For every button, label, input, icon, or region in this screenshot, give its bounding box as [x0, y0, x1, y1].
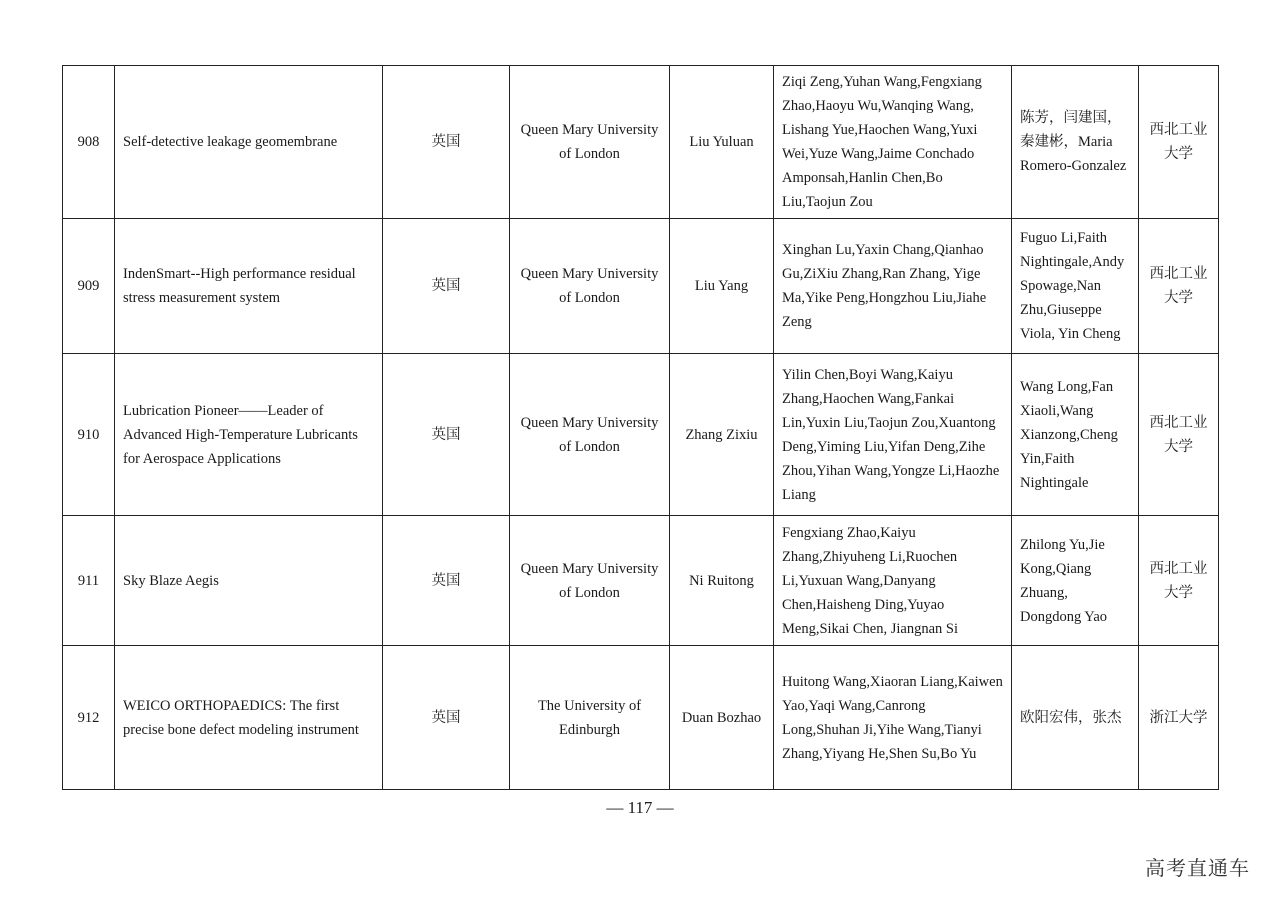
table-row — [63, 66, 1219, 219]
team-leader: Liu Yang — [670, 219, 774, 354]
row-number: 911 — [63, 516, 115, 646]
university: The University of Edinburgh — [510, 646, 670, 790]
country: 英国 — [383, 646, 510, 790]
team-members: Xinghan Lu,Yaxin Chang,Qianhao Gu,ZiXiu Zhang,Ran Zhang, Yige Ma,Yike Peng,Hongzhou Liu,Jiahe Zeng — [774, 219, 1012, 354]
university: Queen Mary University of London — [510, 516, 670, 646]
country: 英国 — [383, 66, 510, 219]
row-number: 912 — [63, 646, 115, 790]
row-number: 910 — [63, 354, 115, 516]
team-leader: Duan Bozhao — [670, 646, 774, 790]
watermark: 高考直通车 — [1145, 856, 1250, 880]
advisors: Zhilong Yu,Jie Kong,Qiang Zhuang, Dongdong Yao — [1012, 516, 1139, 646]
university: Queen Mary University of London — [510, 219, 670, 354]
partner-university: 浙江大学 — [1139, 646, 1219, 790]
university: Queen Mary University of London — [510, 66, 670, 219]
university: Queen Mary University of London — [510, 354, 670, 516]
country: 英国 — [383, 516, 510, 646]
team-members: Fengxiang Zhao,Kaiyu Zhang,Zhiyuheng Li,Ruochen Li,Yuxuan Wang,Danyang Chen,Haisheng Ding,Yuyao Meng,Sikai Chen, Jiangnan Si — [774, 516, 1012, 646]
project-name: Sky Blaze Aegis — [115, 516, 383, 646]
project-name: IndenSmart--High performance residual stress measurement system — [115, 219, 383, 354]
projects-table — [62, 65, 1219, 790]
row-number: 909 — [63, 219, 115, 354]
country: 英国 — [383, 354, 510, 516]
project-name: WEICO ORTHOPAEDICS: The first precise bone defect modeling instrument — [115, 646, 383, 790]
country: 英国 — [383, 219, 510, 354]
partner-university: 西北工业大学 — [1139, 219, 1219, 354]
advisors: Fuguo Li,Faith Nightingale,Andy Spowage,Nan Zhu,Giuseppe Viola, Yin Cheng — [1012, 219, 1139, 354]
team-leader: Liu Yuluan — [670, 66, 774, 219]
partner-university: 西北工业大学 — [1139, 354, 1219, 516]
table-row — [63, 354, 1219, 516]
team-members: Ziqi Zeng,Yuhan Wang,Fengxiang Zhao,Haoyu Wu,Wanqing Wang, Lishang Yue,Haochen Wang,Yuxi Wei,Yuze Wang,Jaime Conchado Amponsah,Hanlin Chen,Bo Liu,Taojun Zou — [774, 66, 1012, 219]
table-row — [63, 646, 1219, 790]
partner-university: 西北工业大学 — [1139, 516, 1219, 646]
row-number: 908 — [63, 66, 115, 219]
team-leader: Zhang Zixiu — [670, 354, 774, 516]
table-row — [63, 516, 1219, 646]
project-name: Lubrication Pioneer——Leader of Advanced High-Temperature Lubricants for Aerospace Applications — [115, 354, 383, 516]
team-leader: Ni Ruitong — [670, 516, 774, 646]
advisors: Wang Long,Fan Xiaoli,Wang Xianzong,Cheng Yin,Faith Nightingale — [1012, 354, 1139, 516]
team-members: Huitong Wang,Xiaoran Liang,Kaiwen Yao,Yaqi Wang,Canrong Long,Shuhan Ji,Yihe Wang,Tianyi Zhang,Yiyang He,Shen Su,Bo Yu — [774, 646, 1012, 790]
page-number: — 117 — — [606, 798, 674, 817]
table-row — [63, 219, 1219, 354]
advisors: 陈芳，闫建国，秦建彬，Maria Romero-Gonzalez — [1012, 66, 1139, 219]
project-name: Self-detective leakage geomembrane — [115, 66, 383, 219]
partner-university: 西北工业大学 — [1139, 66, 1219, 219]
team-members: Yilin Chen,Boyi Wang,Kaiyu Zhang,Haochen Wang,Fankai Lin,Yuxin Liu,Taojun Zou,Xuantong Deng,Yiming Liu,Yifan Deng,Zihe Zhou,Yihan Wang,Yongze Li,Haozhe Liang — [774, 354, 1012, 516]
advisors: 欧阳宏伟，张杰 — [1012, 646, 1139, 790]
